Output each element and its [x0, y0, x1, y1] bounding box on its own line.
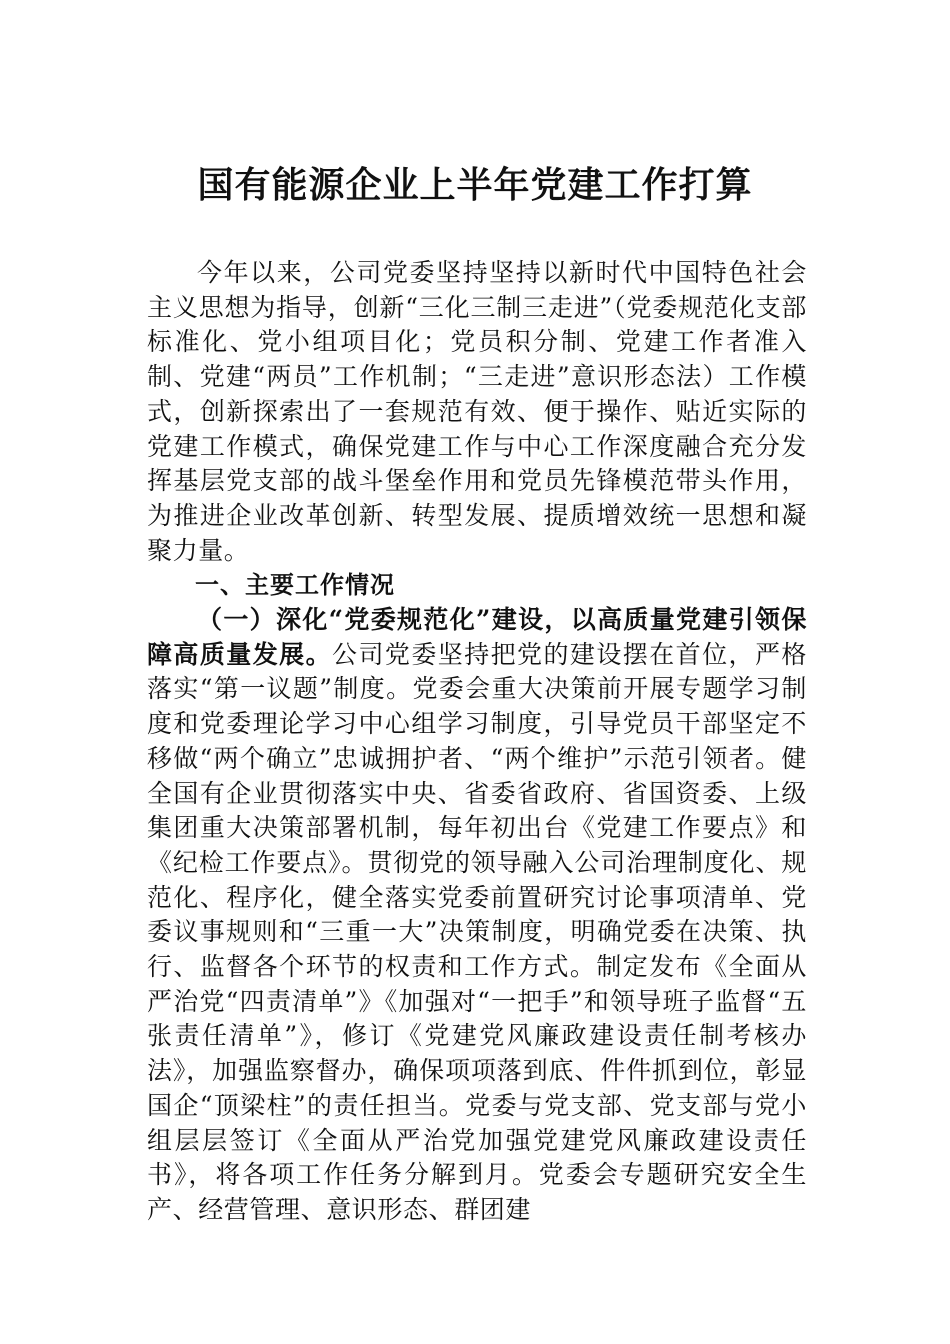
document-title: 国有能源企业上半年党建工作打算: [197, 164, 753, 206]
document-body: [147, 256, 807, 1228]
subsection-title: （一）深化“党委规范化”建设，以高质量党建引领保障高质量发展。: [147, 605, 807, 669]
subsection-body: 公司党委坚持把党的建设摆在首位，严格落实“第一议题”制度。党委会重大决策前开展专题学习制度和党委理论学习中心组学习制度，引导党员干部坚定不移做“两个确立”忠诚拥护者、“两个维护”示范引领者。健全国有企业贯彻落实中央、省委省政府、省国资委、上级集团重大决策部署机制，每年初出台《党建工作要点》和《纪检工作要点》。贯彻党的领导融入公司治理制度化、规范化、程序化，健全落实党委前置研究讨论事项清单、党委议事规则和“三重一大”决策制度，明确党委在决策、执行、监督各个环节的权责和工作方式。制定发布《全面从严治党“四责清单”》《加强对“一把手”和领导班子监督“五张责任清单”》，修订《党建党风廉政建设责任制考核办法》，加强监察督办，确保项项落到底、件件抓到位，彰显国企“顶梁柱”的责任担当。党委与党支部、党支部与党小组层层签订《全面从严治党加强党建党风廉政建设责任书》，将各项工作任务分解到月。党委会专题研究安全生产、经营管理、意识形态、群团建: [147, 639, 807, 1224]
subsection-paragraph: [147, 603, 807, 1228]
section-heading: 一、主要工作情况: [195, 571, 395, 600]
intro-paragraph: 今年以来，公司党委坚持坚持以新时代中国特色社会主义思想为指导，创新“三化三制三走进”（党委规范化支部标准化、党小组项目化；党员积分制、党建工作者准入制、党建“两员”工作机制；“三走进”意识形态法）工作模式，创新探索出了一套规范有效、便于操作、贴近实际的党建工作模式，确保党建工作与中心工作深度融合充分发挥基层党支部的战斗堡垒作用和党员先锋模范带头作用，为推进企业改革创新、转型发展、提质增效统一思想和凝聚力量。: [147, 258, 807, 565]
